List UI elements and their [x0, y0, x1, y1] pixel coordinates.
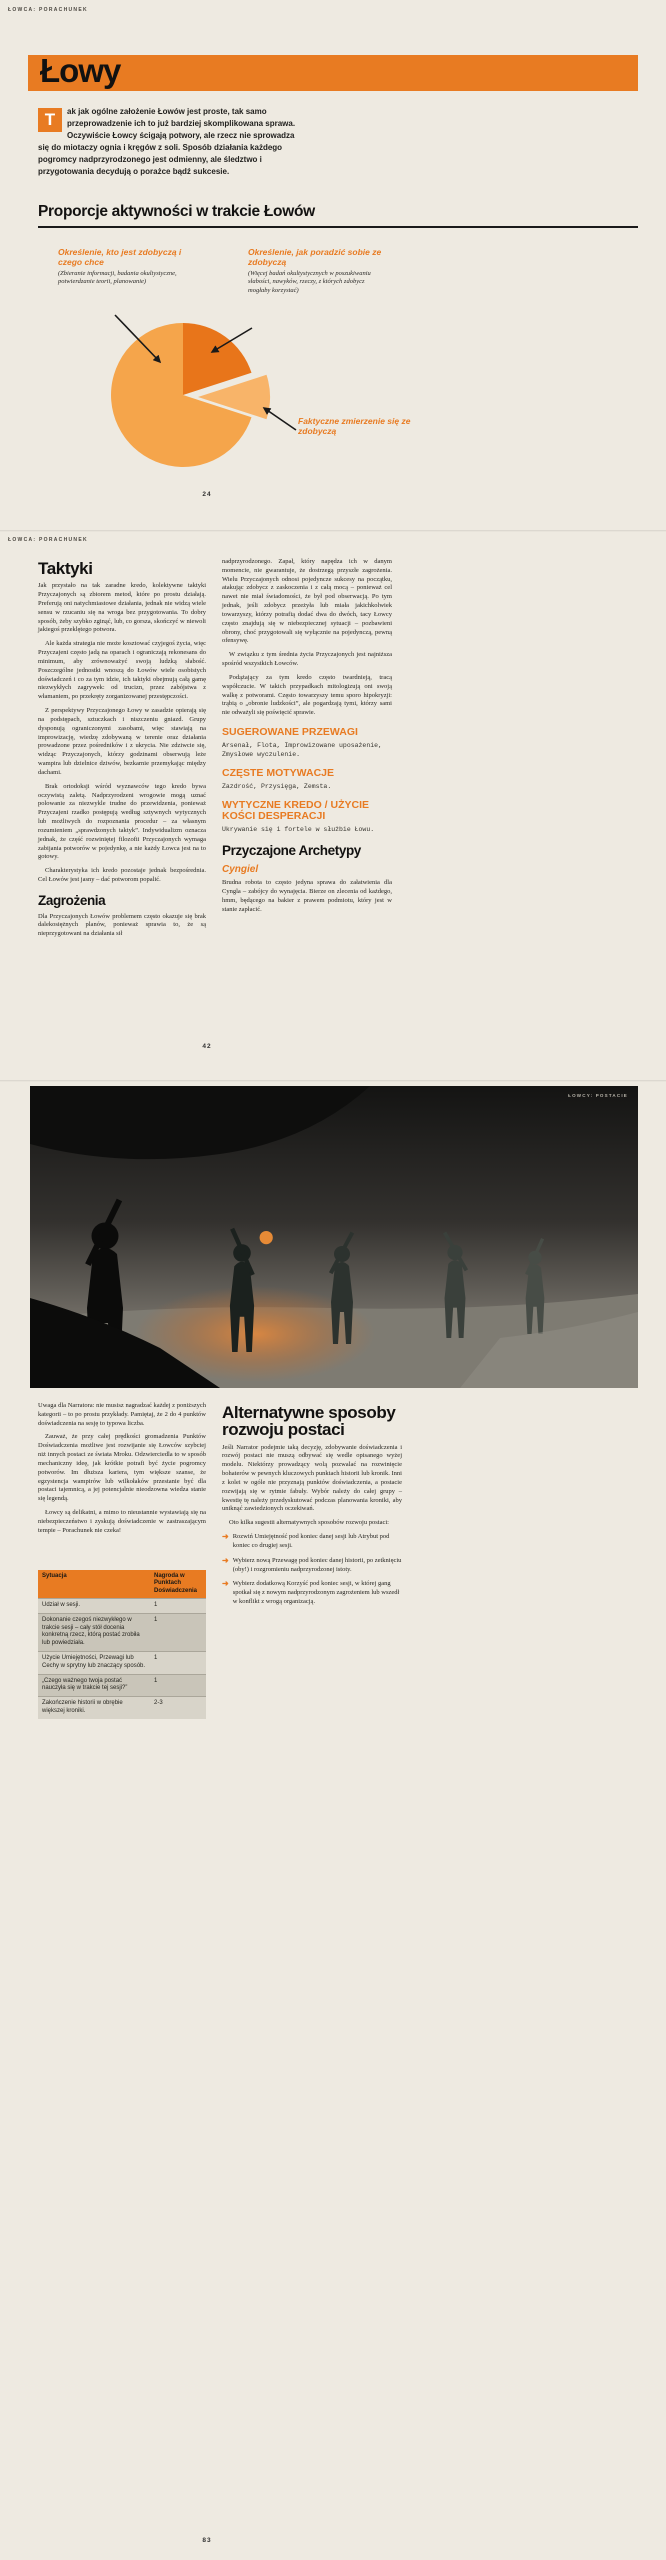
torch-flame [260, 1231, 273, 1244]
pie-callout-1 [58, 247, 186, 287]
arrow-bullet-icon: ➜ [222, 1579, 229, 1589]
page1-kicker: ŁOWCA: PORACHUNEK [8, 7, 88, 13]
cell-reward: 2-3 [150, 1697, 206, 1719]
pie-callout-2-label: Określenie, jak poradzić sobie ze zdobyczą [248, 247, 382, 268]
advantages-list: Arsenał, Flota, Improwizowane uposażenie, Zmysłowe wyczulenie. [222, 742, 382, 759]
paragraph: Podążający za tym kredo często twardnieją, tracą współczucie. W takich przypadkach mitologizują oni swoją walkę z potworami. Często towarzyszy temu sporo hipokryzji: trąbią o „obronie ludzkości”, ale pogardzają tymi, którzy sami nie odważyli się poświęcić sprawie. [222, 673, 392, 717]
paragraph: Brak ortodoksji wśród wyznawców tego kredo bywa oczywistą zaletą. Nadprzyrodzeni wrogowie mogą uznać polowanie za niezwykle trudne do przewidzenia, ponieważ Przyczajeni rzadko postępują według sztywnych wytycznych lub możliwych do rozpoznania procedur – za własnym rozumieniem „sprawdzonych taktyk”. Indywidualizm oznacza jednak, że część rozwiniętej filozofii Przyczajonych wymaga zabijania potworów w pojedynkę, a nie każdy Łowca jest na to gotowy. [38, 782, 206, 861]
cell-reward: 1 [150, 1674, 206, 1697]
page3-number: 83 [202, 2537, 212, 2544]
table-row [38, 1599, 206, 1614]
cell-reward: 1 [150, 1599, 206, 1614]
paragraph: Jeśli Narrator podejmie taką decyzję, zdobywanie doświadczenia i rozwój postaci nie muszą odbywać się wedle opisanego wyżej modelu. Niektórzy prowadzący wolą pozwalać na rozwinięcie bohaterów w pewnych kluczowych punktach historii lub kronik. Inni z kolei w ogóle nie przyznają punktów doświadczenia, a postacie rozwijają się w rytmie fabuły. Wybór należy do całej grupy – kwestię tę należy przedyskutować podczas planowania kroniki, aby uniknąć zawiedzionych oczekiwań. [222, 1443, 402, 1513]
illustration-caption: ŁOWCY: POSTACIE [568, 1093, 628, 1098]
callout-arrow-3 [264, 408, 296, 430]
suggestion-list [222, 1533, 402, 1607]
advantages-heading: SUGEROWANE PRZEWAGI [222, 726, 358, 739]
cell-reward: 1 [150, 1652, 206, 1675]
motivations-list: Zazdrość, Przysięga, Zemsta. [222, 783, 332, 791]
table-header-row [38, 1570, 206, 1599]
page2-number: 42 [202, 1043, 212, 1050]
alt-development-heading: Alternatywne sposoby rozwoju postaci [222, 1403, 396, 1440]
archetypes-heading: Przyczajone Archetypy [222, 842, 361, 858]
cell-reward: 1 [150, 1613, 206, 1651]
page2-kicker: ŁOWCA: PORACHUNEK [8, 537, 88, 543]
paragraph: Oto kilka sugestii alternatywnych sposobów rozwoju postaci: [229, 1519, 389, 1527]
section-rule [38, 226, 638, 228]
page2-left-column [38, 558, 206, 944]
credo-heading: WYTYCZNE KREDO / UŻYCIE KOŚCI DESPERACJI [222, 799, 370, 823]
credo-text: Ukrywanie się i fortele w służbie Łowu. [222, 826, 375, 834]
cell-situation: „Czego ważnego twoja postać nauczyła się w trakcie tej sesji?” [38, 1674, 150, 1697]
cell-situation: Dokonanie czegoś niezwykłego w trakcie sesji – cały stół docenia konkretną rzecz, którą postać zrobiła lub powiedziała. [38, 1613, 150, 1651]
arrow-bullet-icon: ➜ [222, 1532, 229, 1542]
threats-heading: Zagrożenia [38, 892, 106, 908]
pie-callout-3 [298, 416, 416, 436]
list-item-text: Wybierz dodatkową Korzyść pod koniec sesji, w której gang spotkał się z nowym nadprzyrodzonym zagrożeniem lub wszedł w konflikt z wrogą organizacją. [232, 1580, 400, 1606]
list-item [222, 1557, 402, 1575]
paragraph: Z perspektywy Przyczajonego Łowy w zasadzie opierają się na podstępach, sztuczkach i niszczeniu gniazd. Grupy dysponują ograniczonymi zasobami, więc stawiają na improwizację, wiedzę zdobywaną w terenie oraz działania prowadzone przez pośredników i z ukrycia. Nie zdziwcie się, widząc Przyczajonych, którzy godzinami obserwują leże wampira lub dzielnice dziwów, bezkarnie przemykając między dachami. [38, 707, 206, 776]
table-header-situation: Sytuacja [38, 1570, 150, 1599]
table-header-reward: Nagroda w Punktach Doświadczenia [150, 1570, 206, 1599]
page2-right-column [222, 558, 392, 920]
list-item [222, 1533, 402, 1551]
list-item-text: Wybierz nową Przewagę pod koniec danej historii, po zetknięciu (oby!) i rozgromieniu nadprzyrodzonej istoty. [232, 1556, 402, 1573]
paragraph: Łowcy są delikatni, a mimo to nieustannie wystawiają się na niebezpieczeństwo i zyskują doświadczenie w zastraszającym tempie – Porachunek nie czeka! [38, 1509, 206, 1534]
hunters-illustration-art [30, 1086, 638, 1388]
cell-situation: Użycie Umiejętności, Przewagi lub Cechy w sprytny lub znaczący sposób. [38, 1652, 150, 1675]
pie-callout-2 [248, 247, 388, 295]
pie-callout-1-note: (Zbieranie informacji, badania okultystyczne, potwierdzanie teorii, planowanie) [58, 270, 177, 286]
pie-callout-1-label: Określenie, kto jest zdobyczą i czego chce [58, 247, 182, 268]
page-seam [0, 530, 666, 532]
paragraph: Jak przystało na tak zaradne kredo, kolektywne taktyki Przyczajonych są zbiorem metod, które po prostu działają. Preferują oni natychmiastowe działania, jednak nie widzą wiele sensu w rzucaniu się na wroga bez przygotowania. To dobry sposób, żeby szybko zginąć, lub, co gorsza, skończyć w niewoli jakiegoś przeklętego potwora. [38, 582, 206, 634]
list-item-text: Rozwiń Umiejętność pod koniec danej sesji lub Atrybut pod koniec co drugiej sesji. [232, 1533, 390, 1549]
list-item [222, 1580, 402, 1606]
page-title: Łowy [40, 52, 121, 89]
chapter-intro [38, 106, 304, 178]
table-row [38, 1697, 206, 1719]
paragraph: W związku z tym średnia życia Przyczajonych jest najniższa spośród wszystkich Łowców. [222, 651, 392, 668]
page-seam [0, 1080, 666, 1082]
pie-callout-2-note: (Więcej badań okultystycznych w poszukiwaniu słabości, nawyków, rzeczy, z których zdobycz mogłaby korzystać) [248, 270, 371, 294]
table-row [38, 1652, 206, 1675]
page3-right-column [222, 1402, 402, 1613]
tactics-heading: Taktyki [38, 559, 93, 578]
page3-left-column [38, 1402, 206, 1719]
table-row [38, 1674, 206, 1697]
table-row [38, 1613, 206, 1651]
paragraph: Charakterystyka ich kredo pozostaje jednak bezpośrednia. Cel Łowów jest jasny – dać potworom popalić. [38, 867, 206, 883]
paragraph: Dla Przyczajonych Łowów problemem często okazuje się brak dalekosiężnych planów, ponieważ sprawia to, że są nieprzygotowani na działania sił [38, 912, 206, 938]
paragraph: Uwaga dla Narratora: nie musisz nagradzać każdej z poniższych kategorii – to po prostu przykłady. Pamiętaj, że 2 do 4 punktów doświadczenia na sesję to typowa liczba. [38, 1402, 206, 1427]
experience-table [38, 1570, 206, 1719]
chart-section-title: Proporcje aktywności w trakcie Łowów [38, 203, 315, 220]
cell-situation: Zakończenie historii w obrębie większej kroniki. [38, 1697, 150, 1719]
pie-callout-3-label: Faktyczne zmierzenie się ze zdobyczą [298, 416, 411, 437]
paragraph: nadprzyrodzonego. Zapał, który napędza ich w danym momencie, nie gwarantuje, że dostrzegą przyszłe zagrożenia. Wielu Przyczajonych odnosi pojedyncze sukcesy na początku, atakując zdobycz z zaskoczenia i z całą mocą – ponieważ cel nawet nie miał świadomości, że był pod obserwacją. Po tym jednak, jeśli zdobycz przeżyła lub miała jakichkolwiek towarzyszy, którzy potrafią dodać dwa do dwóch, tacy Łowcy często znajdują się w niebezpiecznej sytuacji – pozbawieni obrony, choć przygotowali się wyłącznie na pojedynczą, pewną ofensywę. [222, 558, 392, 645]
arrow-bullet-icon: ➜ [222, 1555, 229, 1565]
page1-number: 24 [202, 491, 212, 498]
paragraph: Zauważ, że przy całej prędkości gromadzenia Punktów Doświadczenia możliwe jest rozwijanie się Łowców szybciej niż innych postaci ze świata Mroku. Odzwierciedla to w sposób mechaniczny ideę, jak krótkie potrafi być życie pogromcy potworów. Im dłuższa kariera, tym większe szanse, że egzystencja wampirów lub wilkołaków przestanie być dla postaci tajemnicą, a jej potencjalnie nieodzowna wiedza stanie się legendą. [38, 1433, 206, 1503]
intro-text: ak jak ogólne założenie Łowów jest proste, tak samo przeprowadzenie ich to już bardziej skomplikowana sprawa. Oczywiście Łowcy ścigają potwory, ale rzecz nie sprowadza się do miotaczy ognia i kręgów z soli. Sposób działania każdego pogromcy nadprzyrodzonego jest odmienny, ale śledztwo i przygotowania decydują o porażce bądź sukcesie. [38, 107, 296, 176]
archetype-name: Cyngiel [222, 864, 259, 876]
dropcap: T [38, 108, 62, 132]
paragraph: Ale każda strategia nie może kosztować czyjegoś życia, więc Przyczajeni często jadą na oparach i ograniczają rekonesans do minimum, aby zrównoważyć swoją ludzką słabość. Poszczególne jednostki wnoszą do Łowów wiele osobistych doświadczeń i co za tym idzie, ich taktyki obejmują całą gamę niezwykłych zagrywek: od trucizn, przez zabójstwa z włamaniem, po przekręty zorganizowanej przestępczości. [38, 640, 206, 701]
cell-situation: Udział w sesji. [38, 1599, 150, 1614]
hunters-illustration [30, 1086, 638, 1388]
motivations-heading: CZĘSTE MOTYWACJE [222, 767, 335, 780]
paragraph: Brudna robota to często jedyna sprawa do załatwienia dla Cyngla – zabójcy do wynajęcia. Bierze on zlecenia od każdego, hmm, będącego na bakier z prawem podmiotu, który jest w stanie zapłacić. [222, 879, 392, 913]
